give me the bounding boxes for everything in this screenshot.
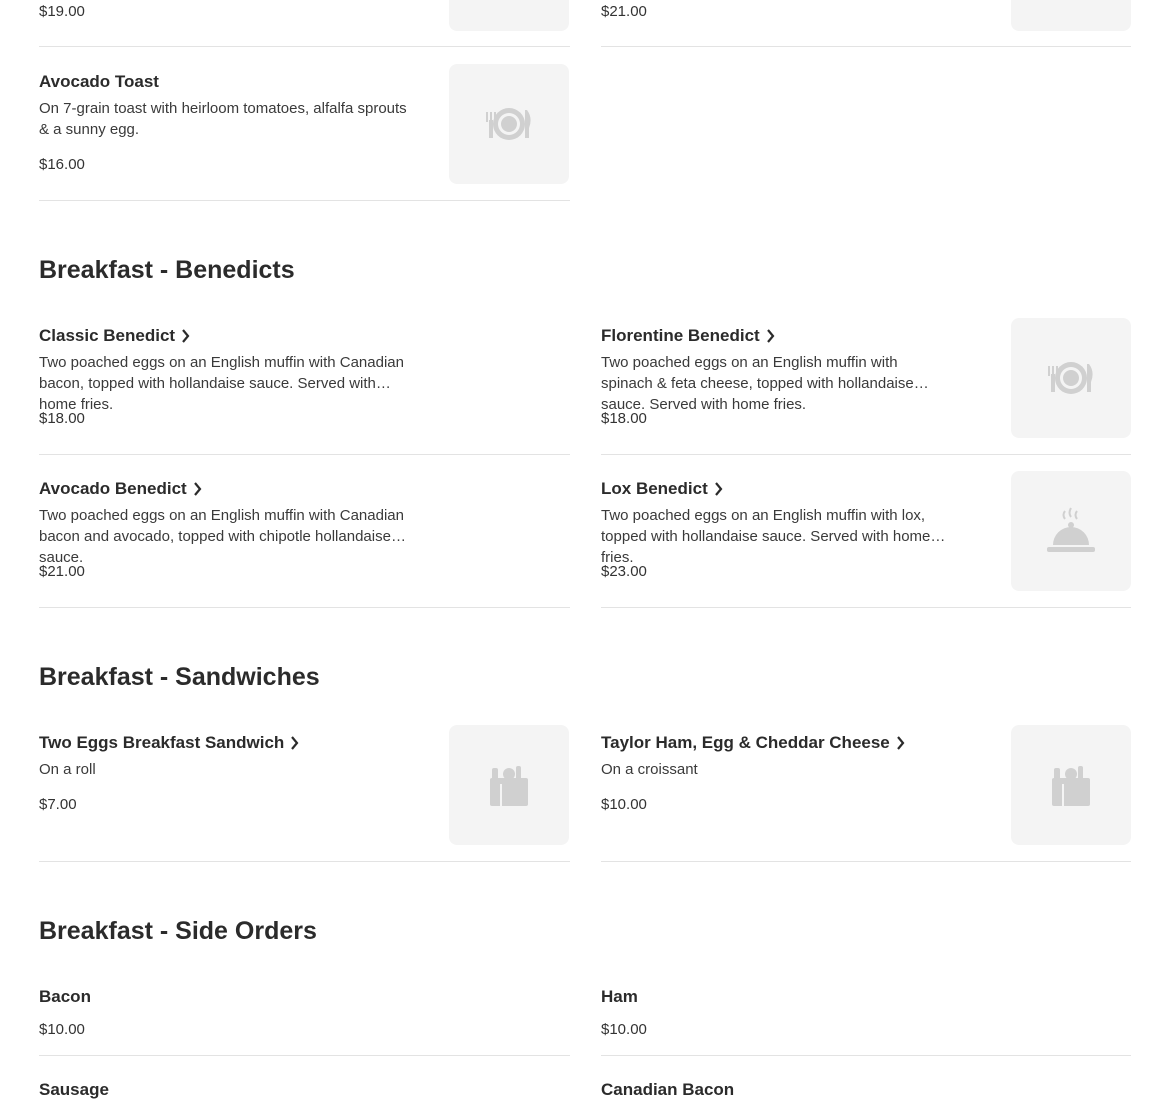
section-title: Breakfast - Benedicts	[39, 256, 295, 284]
item-image	[1011, 318, 1131, 438]
grocery-bag-icon	[1050, 762, 1092, 808]
menu-item-florentine-benedict[interactable]	[601, 318, 1131, 455]
menu-item-ham[interactable]	[601, 979, 1131, 1056]
grocery-bag-icon	[488, 762, 530, 808]
item-price: $19.00	[39, 3, 85, 20]
item-image[interactable]	[449, 0, 569, 31]
menu-item-lox-benedict[interactable]	[601, 471, 1131, 608]
chevron-right-icon	[290, 736, 299, 750]
menu-item-bacon[interactable]	[39, 979, 570, 1056]
chevron-right-icon	[766, 329, 775, 343]
menu-item-sausage[interactable]	[39, 1072, 570, 1108]
item-price: $18.00	[601, 410, 647, 427]
item-image	[1011, 725, 1131, 845]
menu-item-canadian-bacon[interactable]	[601, 1072, 1131, 1108]
item-name: Avocado Toast	[39, 72, 159, 91]
divider	[39, 46, 570, 47]
chevron-right-icon	[896, 736, 905, 750]
item-name: Classic Benedict	[39, 326, 176, 345]
item-price: $10.00	[601, 796, 647, 813]
cloche-icon	[1045, 505, 1097, 557]
item-price: $21.00	[601, 3, 647, 20]
item-name: Florentine Benedict	[601, 326, 760, 345]
chevron-right-icon	[181, 329, 190, 343]
item-description: Two poached eggs on an English muffin with Canadian bacon, topped with hollandaise sauce. Served with home fries.	[39, 354, 404, 413]
chevron-right-icon	[193, 482, 202, 496]
section-title: Breakfast - Side Orders	[39, 917, 317, 945]
item-name: Bacon	[39, 987, 91, 1006]
chevron-right-icon	[714, 482, 723, 496]
menu-item-taylor-ham-egg-cheddar[interactable]	[601, 725, 1131, 862]
divider	[601, 861, 1131, 862]
item-name: Sausage	[39, 1080, 109, 1099]
item-image	[1011, 471, 1131, 591]
section-title: Breakfast - Sandwiches	[39, 663, 320, 691]
plate-icon	[1047, 356, 1095, 400]
divider	[39, 454, 570, 455]
item-name: Canadian Bacon	[601, 1080, 735, 1099]
divider	[39, 861, 570, 862]
item-name: Avocado Benedict	[39, 479, 187, 498]
menu-item-avocado-toast[interactable]	[39, 64, 570, 201]
divider	[601, 46, 1131, 47]
menu-item-two-eggs-breakfast-sandwich[interactable]	[39, 725, 570, 862]
item-price: $10.00	[601, 1021, 647, 1038]
divider	[601, 454, 1131, 455]
item-image	[449, 64, 569, 184]
item-name: Two Eggs Breakfast Sandwich	[39, 733, 285, 752]
divider	[601, 607, 1131, 608]
item-image	[449, 725, 569, 845]
item-price: $18.00	[39, 410, 85, 427]
item-price: $21.00	[39, 563, 85, 580]
item-description: Two poached eggs on an English muffin with lox, topped with hollandaise sauce. Served with home fries.	[601, 507, 931, 566]
item-price: $10.00	[39, 1021, 85, 1038]
item-description: On a croissant	[601, 761, 698, 778]
menu-item-avocado-benedict[interactable]	[39, 471, 570, 608]
divider	[601, 1055, 1131, 1056]
divider	[39, 607, 570, 608]
item-price: $16.00	[39, 156, 85, 173]
item-description: On 7-grain toast with heirloom tomatoes, alfalfa sprouts & a sunny egg.	[39, 100, 407, 138]
item-name: Lox Benedict	[601, 479, 708, 498]
item-description: Two poached eggs on an English muffin with Canadian bacon and avocado, topped with chipotle hollandaise sauce.	[39, 507, 404, 566]
divider	[39, 1055, 570, 1056]
item-price: $7.00	[39, 796, 77, 813]
item-description: Two poached eggs on an English muffin with spinach & feta cheese, topped with hollandaise sauce. Served with home fries.	[601, 354, 914, 413]
item-name: Taylor Ham, Egg & Cheddar Cheese	[601, 733, 890, 752]
item-description: On a roll	[39, 761, 96, 778]
item-name: Ham	[601, 987, 638, 1006]
item-image[interactable]	[1011, 0, 1131, 31]
item-price: $23.00	[601, 563, 647, 580]
menu-item-classic-benedict[interactable]	[39, 318, 570, 455]
plate-icon	[485, 102, 533, 146]
divider	[39, 200, 570, 201]
